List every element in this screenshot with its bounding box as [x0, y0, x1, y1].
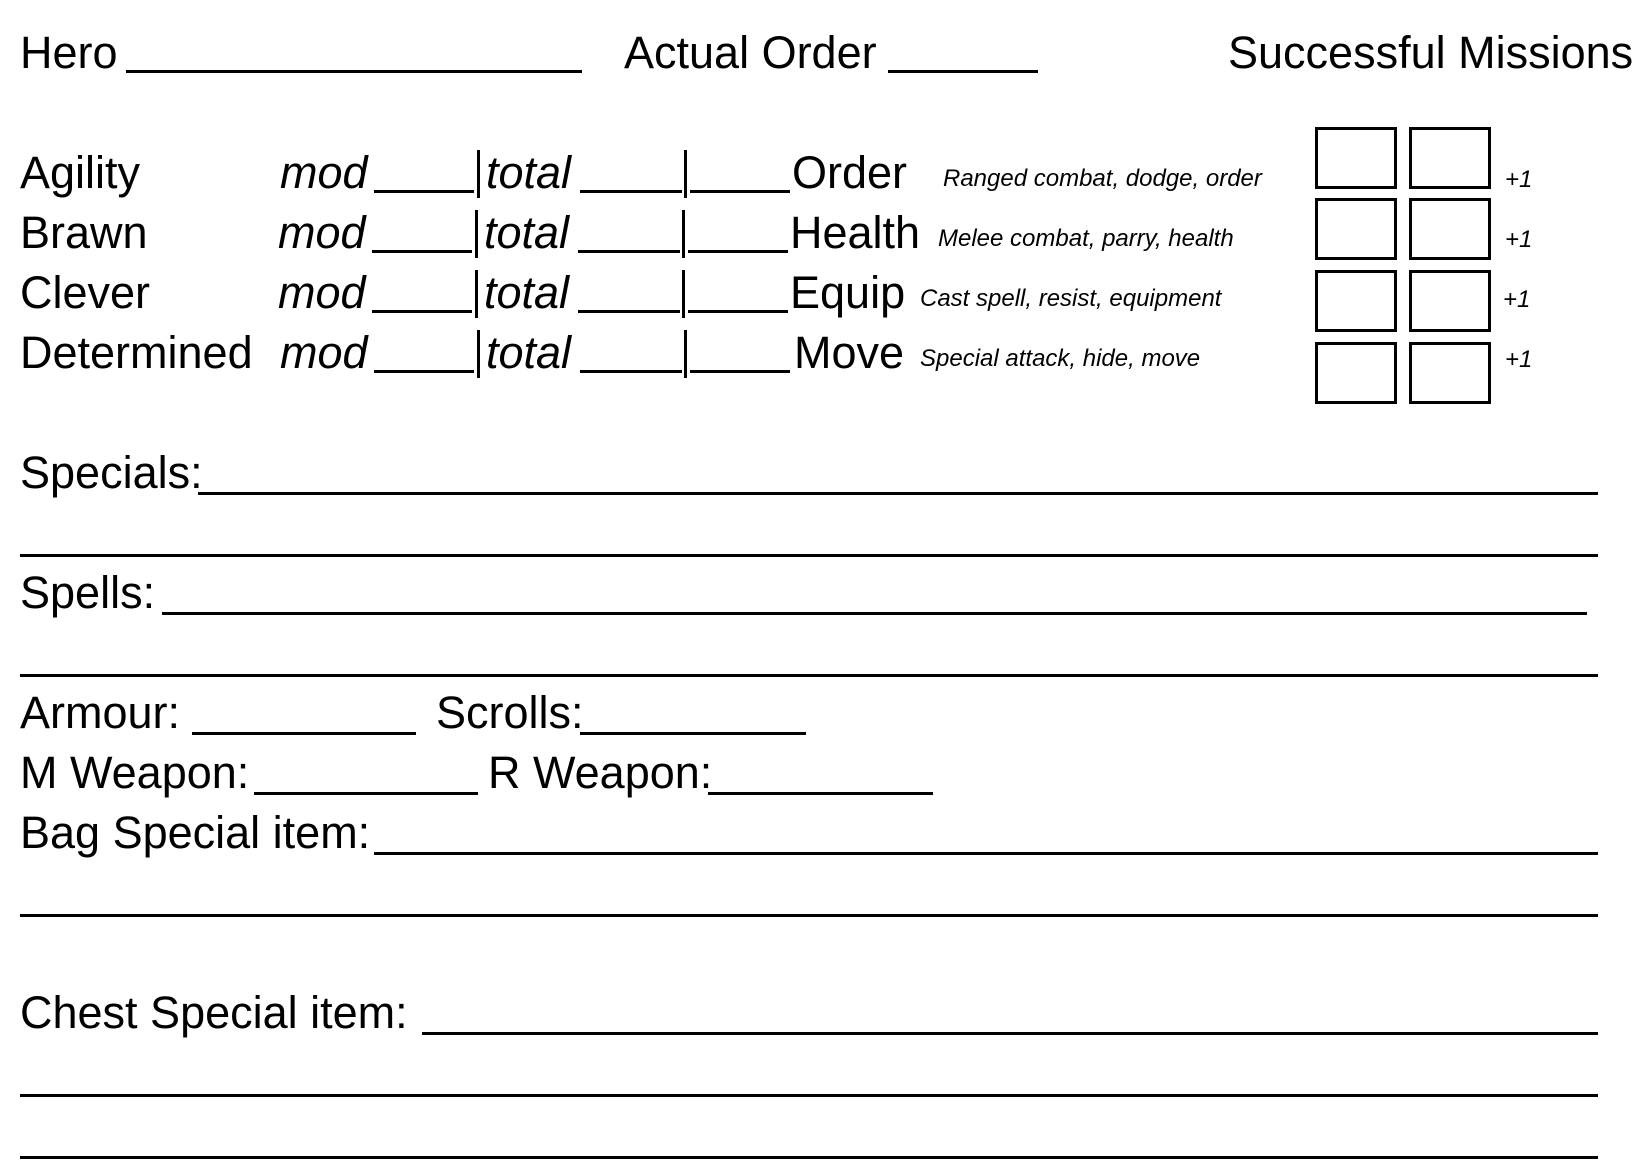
mission-checkbox[interactable]: [1315, 342, 1397, 404]
agility-mod-input[interactable]: [376, 156, 472, 190]
mission-checkbox[interactable]: [1315, 127, 1397, 189]
move-value-input[interactable]: [692, 336, 788, 370]
mission-checkbox[interactable]: [1409, 270, 1491, 332]
spells-label: Spells:: [20, 567, 156, 618]
agility-total-input[interactable]: [582, 156, 680, 190]
derived-stat-name: Move: [794, 327, 905, 378]
mod-label: mod: [278, 267, 366, 318]
chest-special-item-line-2: [20, 1094, 1598, 1097]
specials-input-2[interactable]: [24, 518, 1594, 554]
chest-special-item-input-2[interactable]: [24, 1058, 1594, 1094]
separator: [682, 210, 685, 258]
specials-line-2: [20, 554, 1598, 557]
order-value-input[interactable]: [692, 156, 788, 190]
stat-name: Agility: [20, 147, 141, 198]
spells-line: [162, 612, 1587, 615]
derived-stat-name: Order: [792, 147, 908, 198]
clever-total-input[interactable]: [580, 276, 678, 310]
r-weapon-line: [708, 792, 933, 795]
equip-value-input[interactable]: [690, 276, 786, 310]
total-line: [580, 190, 682, 193]
specials-line: [198, 492, 1598, 495]
mod-line: [372, 310, 472, 313]
spells-input-2[interactable]: [24, 638, 1594, 674]
brawn-mod-input[interactable]: [374, 216, 470, 250]
chest-special-item-input-3[interactable]: [24, 1120, 1594, 1156]
mission-checkbox[interactable]: [1409, 127, 1491, 189]
mission-checkbox[interactable]: [1315, 198, 1397, 260]
stat-description: Special attack, hide, move: [920, 345, 1201, 372]
bonus-label: +1: [1505, 346, 1533, 373]
bonus-label: +1: [1503, 286, 1531, 313]
hero-label: Hero: [20, 27, 118, 78]
stat-name: Determined: [20, 327, 253, 378]
r-weapon-label: R Weapon:: [488, 747, 713, 798]
hero-name-input[interactable]: [130, 34, 570, 70]
mission-checkbox[interactable]: [1409, 198, 1491, 260]
m-weapon-label: M Weapon:: [20, 747, 250, 798]
clever-mod-input[interactable]: [374, 276, 470, 310]
total-line: [578, 250, 680, 253]
armour-label: Armour:: [20, 687, 181, 738]
brawn-total-input[interactable]: [580, 216, 678, 250]
derived-stat-name: Equip: [790, 267, 906, 318]
derived-line: [690, 370, 790, 373]
spells-line-2: [20, 674, 1598, 677]
m-weapon-input[interactable]: [258, 756, 474, 792]
r-weapon-input[interactable]: [712, 756, 929, 792]
health-value-input[interactable]: [690, 216, 786, 250]
mod-line: [374, 370, 474, 373]
armour-input[interactable]: [196, 696, 412, 732]
scrolls-label: Scrolls:: [436, 687, 584, 738]
m-weapon-line: [254, 792, 478, 795]
stat-description: Cast spell, resist, equipment: [920, 285, 1222, 312]
bonus-label: +1: [1505, 166, 1533, 193]
mission-checkbox[interactable]: [1409, 342, 1491, 404]
separator: [682, 270, 685, 318]
mod-label: mod: [280, 147, 368, 198]
determined-total-input[interactable]: [582, 336, 680, 370]
stat-description: Melee combat, parry, health: [938, 225, 1234, 252]
actual-order-input[interactable]: [892, 34, 1032, 70]
separator: [475, 270, 478, 318]
derived-line: [690, 190, 790, 193]
separator: [684, 330, 687, 378]
total-line: [580, 370, 682, 373]
mod-line: [374, 190, 474, 193]
total-label: total: [486, 147, 572, 198]
derived-stat-name: Health: [790, 207, 921, 258]
total-label: total: [486, 327, 572, 378]
separator: [477, 330, 480, 378]
successful-missions-label: Successful Missions: [1228, 27, 1634, 78]
bonus-label: +1: [1505, 226, 1533, 253]
stat-name: Clever: [20, 267, 151, 318]
mod-label: mod: [280, 327, 368, 378]
scrolls-input[interactable]: [584, 696, 802, 732]
stat-description: Ranged combat, dodge, order: [943, 165, 1262, 192]
chest-special-item-line: [422, 1032, 1598, 1035]
bag-special-item-input-2[interactable]: [24, 878, 1594, 914]
hero-name-line: [126, 70, 582, 73]
bag-special-item-label: Bag Special item:: [20, 807, 371, 858]
mission-checkbox[interactable]: [1315, 270, 1397, 332]
separator: [684, 150, 687, 198]
bag-special-item-input[interactable]: [378, 816, 1592, 852]
mod-line: [372, 250, 472, 253]
chest-special-item-input[interactable]: [426, 996, 1592, 1032]
chest-special-item-label: Chest Special item:: [20, 987, 408, 1038]
mod-label: mod: [278, 207, 366, 258]
scrolls-line: [580, 732, 806, 735]
total-line: [578, 310, 680, 313]
actual-order-label: Actual Order: [624, 27, 877, 78]
chest-special-item-line-3: [20, 1156, 1598, 1159]
armour-line: [192, 732, 416, 735]
specials-label: Specials:: [20, 447, 203, 498]
derived-line: [688, 310, 788, 313]
actual-order-line: [888, 70, 1038, 73]
stat-name: Brawn: [20, 207, 148, 258]
bag-special-item-line: [374, 852, 1598, 855]
separator: [475, 210, 478, 258]
derived-line: [688, 250, 788, 253]
separator: [477, 150, 480, 198]
spells-input[interactable]: [166, 576, 1581, 612]
specials-input[interactable]: [204, 456, 1594, 492]
total-label: total: [484, 207, 570, 258]
bag-special-item-line-2: [20, 914, 1598, 917]
total-label: total: [484, 267, 570, 318]
determined-mod-input[interactable]: [376, 336, 472, 370]
